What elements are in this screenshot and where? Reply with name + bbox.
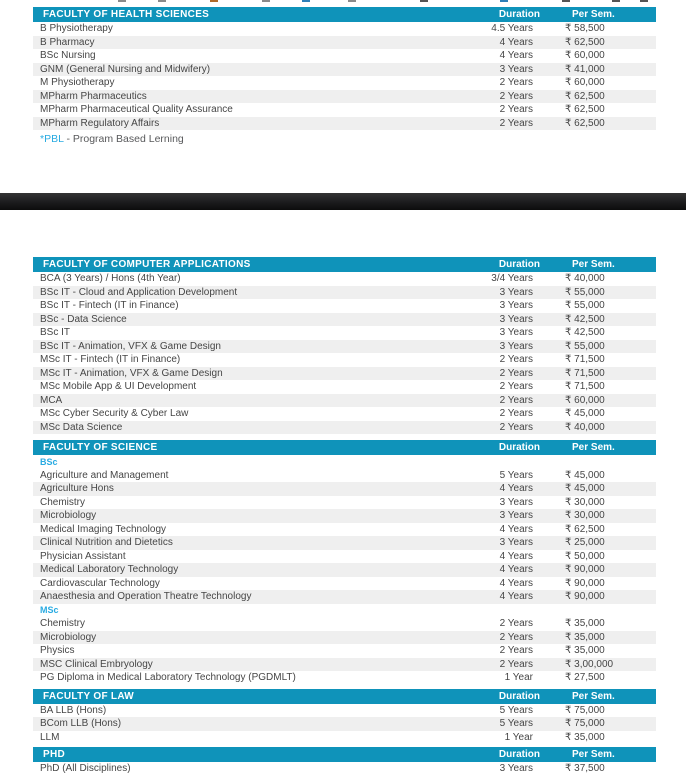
clipped-text-remnants <box>118 0 126 2</box>
program-row <box>33 658 656 672</box>
program-duration: 5 Years <box>499 469 533 481</box>
program-fee: ₹ 35,000 <box>565 618 605 629</box>
program-name: Chemistry <box>40 618 86 629</box>
program-duration: 4 Years <box>499 577 533 589</box>
program-row <box>33 671 656 685</box>
program-row <box>33 704 656 718</box>
program-name: LLM <box>40 731 60 743</box>
program-duration: 3 Years <box>499 313 533 325</box>
program-name: MSc Mobile App & UI Development <box>40 381 197 392</box>
section-slot-top <box>33 7 656 130</box>
program-fee: ₹ 27,500 <box>565 672 605 683</box>
program-duration: 4 Years <box>499 591 533 602</box>
faculty-section-header <box>33 689 656 704</box>
program-name: M Physiotherapy <box>40 77 115 88</box>
program-fee: ₹ 25,000 <box>565 537 605 548</box>
program-name: BCA (3 Years) / Hons (4th Year) <box>40 273 181 284</box>
faculty-section <box>33 7 656 130</box>
program-row <box>33 313 656 327</box>
program-fee: ₹ 42,500 <box>565 327 605 338</box>
program-fee: ₹ 45,000 <box>565 483 605 494</box>
program-row <box>33 76 656 90</box>
column-header-duration: Duration <box>498 690 540 702</box>
program-fee: ₹ 41,000 <box>565 63 605 75</box>
program-duration: 4 Years <box>499 36 533 48</box>
program-row <box>33 103 656 117</box>
program-name: BSc IT - Animation, VFX & Game Design <box>40 340 221 352</box>
program-duration: 3 Years <box>499 327 533 338</box>
program-row <box>33 380 656 394</box>
program-fee: ₹ 55,000 <box>565 340 605 352</box>
program-fee: ₹ 62,500 <box>565 117 605 129</box>
program-name: Agriculture Hons <box>40 483 114 494</box>
faculty-title: FACULTY OF HEALTH SCIENCES <box>43 9 210 20</box>
program-fee: ₹ 35,000 <box>565 731 605 743</box>
program-duration: 4 Years <box>499 523 533 535</box>
program-duration: 4 Years <box>499 564 533 575</box>
pbl-note-prefix: *PBL <box>40 133 64 145</box>
program-fee: ₹ 55,000 <box>565 300 605 311</box>
program-duration: 2 Years <box>499 618 533 629</box>
program-fee: ₹ 40,000 <box>565 421 605 433</box>
program-duration: 3 Years <box>499 763 533 774</box>
program-fee: ₹ 45,000 <box>565 469 605 481</box>
program-duration: 2 Years <box>499 394 533 406</box>
program-row <box>33 536 656 550</box>
program-fee: ₹ 71,500 <box>565 354 605 365</box>
degree-subheading: BSc <box>33 455 656 469</box>
program-fee: ₹ 62,500 <box>565 523 605 535</box>
program-name: GNM (General Nursing and Midwifery) <box>40 63 211 75</box>
program-duration: 3 Years <box>499 63 533 75</box>
program-row <box>33 117 656 131</box>
program-row <box>33 299 656 313</box>
program-duration: 3 Years <box>499 300 533 311</box>
program-duration: 2 Years <box>499 104 533 115</box>
program-fee: ₹ 75,000 <box>565 704 605 716</box>
program-fee: ₹ 62,500 <box>565 104 605 115</box>
program-name: BSc IT - Cloud and Application Development <box>40 286 238 298</box>
program-name: MCA <box>40 394 63 406</box>
faculty-section-header <box>33 7 656 22</box>
program-duration: 2 Years <box>499 421 533 433</box>
program-name: PG Diploma in Medical Laboratory Technology (PGDMLT) <box>40 672 296 683</box>
faculty-section <box>33 689 656 745</box>
program-fee: ₹ 40,000 <box>565 273 605 284</box>
degree-subheading: MSc <box>33 604 656 618</box>
program-row <box>33 90 656 104</box>
program-fee: ₹ 55,000 <box>565 286 605 298</box>
column-header-per-sem: Per Sem. <box>572 9 615 20</box>
program-row <box>33 286 656 300</box>
program-row <box>33 631 656 645</box>
divider-band <box>0 193 686 210</box>
program-name: Chemistry <box>40 496 86 508</box>
program-fee: ₹ 62,500 <box>565 36 605 48</box>
program-duration: 2 Years <box>499 658 533 670</box>
program-row <box>33 272 656 286</box>
section-slot-bottom <box>33 257 656 776</box>
program-duration: 4.5 Years <box>491 23 533 34</box>
program-name: Physician Assistant <box>40 550 126 562</box>
program-name: BCom LLB (Hons) <box>40 718 122 729</box>
program-row <box>33 469 656 483</box>
column-header-duration: Duration <box>498 9 540 20</box>
program-duration: 3/4 Years <box>491 273 533 284</box>
program-row <box>33 496 656 510</box>
program-fee: ₹ 30,000 <box>565 510 605 521</box>
program-name: Anaesthesia and Operation Theatre Technology <box>40 591 252 602</box>
program-fee: ₹ 60,000 <box>565 50 605 61</box>
program-name: B Physiotherapy <box>40 23 113 34</box>
program-row <box>33 644 656 658</box>
program-row <box>33 340 656 354</box>
program-duration: 2 Years <box>499 90 533 102</box>
program-fee: ₹ 60,000 <box>565 394 605 406</box>
program-fee: ₹ 37,500 <box>565 763 605 774</box>
program-duration: 3 Years <box>499 286 533 298</box>
column-header-per-sem: Per Sem. <box>572 690 615 702</box>
program-name: MPharm Pharmaceutics <box>40 90 147 102</box>
faculty-section-header <box>33 747 656 762</box>
program-fee: ₹ 71,500 <box>565 367 605 379</box>
program-name: MSc Data Science <box>40 421 123 433</box>
program-row <box>33 617 656 631</box>
program-name: BA LLB (Hons) <box>40 704 107 716</box>
program-fee: ₹ 50,000 <box>565 550 605 562</box>
program-row <box>33 353 656 367</box>
program-row <box>33 509 656 523</box>
program-duration: 2 Years <box>499 77 533 88</box>
program-row <box>33 482 656 496</box>
program-fee: ₹ 30,000 <box>565 496 605 508</box>
program-name: Agriculture and Management <box>40 469 169 481</box>
faculty-title: FACULTY OF SCIENCE <box>43 442 158 453</box>
program-fee: ₹ 58,500 <box>565 23 605 34</box>
faculty-section <box>33 440 656 685</box>
faculty-title: FACULTY OF LAW <box>43 690 135 702</box>
program-duration: 2 Years <box>499 117 533 129</box>
program-duration: 2 Years <box>499 381 533 392</box>
program-row <box>33 63 656 77</box>
tables-top <box>33 0 656 146</box>
program-duration: 4 Years <box>499 550 533 562</box>
program-fee: ₹ 42,500 <box>565 313 605 325</box>
program-name: MSc IT - Fintech (IT in Finance) <box>40 354 181 365</box>
program-duration: 1 Year <box>504 672 533 683</box>
faculty-section <box>33 257 656 434</box>
program-name: BSc IT <box>40 327 71 338</box>
program-row <box>33 550 656 564</box>
program-duration: 2 Years <box>499 408 533 419</box>
program-row <box>33 421 656 435</box>
program-fee: ₹ 90,000 <box>565 577 605 589</box>
faculty-title: FACULTY OF COMPUTER APPLICATIONS <box>43 259 251 270</box>
program-row <box>33 563 656 577</box>
column-header-per-sem: Per Sem. <box>572 749 615 760</box>
column-header-duration: Duration <box>498 749 540 760</box>
program-duration: 3 Years <box>499 510 533 521</box>
program-name: Physics <box>40 645 75 656</box>
program-fee: ₹ 62,500 <box>565 90 605 102</box>
program-fee: ₹ 90,000 <box>565 591 605 602</box>
program-name: Medical Imaging Technology <box>40 523 167 535</box>
program-fee: ₹ 90,000 <box>565 564 605 575</box>
program-row <box>33 367 656 381</box>
program-fee: ₹ 60,000 <box>565 77 605 88</box>
program-name: MSC Clinical Embryology <box>40 658 153 670</box>
program-name: Clinical Nutrition and Dietetics <box>40 537 173 548</box>
program-name: Microbiology <box>40 631 97 643</box>
program-duration: 2 Years <box>499 367 533 379</box>
column-header-duration: Duration <box>498 442 540 453</box>
program-name: B Pharmacy <box>40 36 95 48</box>
column-header-per-sem: Per Sem. <box>572 442 615 453</box>
program-duration: 2 Years <box>499 645 533 656</box>
program-name: MPharm Pharmaceutical Quality Assurance <box>40 104 233 115</box>
program-name: MSc Cyber Security & Cyber Law <box>40 408 189 419</box>
program-fee: ₹ 35,000 <box>565 645 605 656</box>
program-row <box>33 326 656 340</box>
faculty-section <box>33 747 656 776</box>
program-name: MPharm Regulatory Affairs <box>40 117 160 129</box>
column-header-per-sem: Per Sem. <box>572 259 615 270</box>
program-name: BSc IT - Fintech (IT in Finance) <box>40 300 179 311</box>
tables-bottom <box>33 257 656 776</box>
program-name: PhD (All Disciplines) <box>40 763 131 774</box>
faculty-section-header <box>33 440 656 455</box>
program-name: Cardiovascular Technology <box>40 577 160 589</box>
program-row <box>33 590 656 604</box>
program-name: BSc Nursing <box>40 50 96 61</box>
program-row <box>33 49 656 63</box>
faculty-section-header <box>33 257 656 272</box>
program-row <box>33 523 656 537</box>
program-name: BSc - Data Science <box>40 313 127 325</box>
program-name: Medical Laboratory Technology <box>40 564 179 575</box>
program-duration: 5 Years <box>499 718 533 729</box>
program-fee: ₹ 45,000 <box>565 408 605 419</box>
program-row <box>33 407 656 421</box>
program-duration: 3 Years <box>499 496 533 508</box>
program-row <box>33 22 656 36</box>
program-duration: 4 Years <box>499 50 533 61</box>
program-duration: 3 Years <box>499 537 533 548</box>
program-duration: 2 Years <box>499 631 533 643</box>
program-fee: ₹ 71,500 <box>565 381 605 392</box>
faculty-title: PHD <box>43 749 66 760</box>
program-duration: 4 Years <box>499 483 533 494</box>
program-row <box>33 36 656 50</box>
program-row <box>33 731 656 745</box>
program-duration: 3 Years <box>499 340 533 352</box>
program-fee: ₹ 35,000 <box>565 631 605 643</box>
pbl-note-text: - Program Based Lerning <box>63 133 184 145</box>
program-duration: 1 Year <box>504 731 533 743</box>
program-name: Microbiology <box>40 510 97 521</box>
program-row <box>33 394 656 408</box>
program-row <box>33 717 656 731</box>
program-fee: ₹ 75,000 <box>565 718 605 729</box>
program-row <box>33 577 656 591</box>
program-fee: ₹ 3,00,000 <box>565 658 614 670</box>
column-header-duration: Duration <box>498 259 540 270</box>
program-name: MSc IT - Animation, VFX & Game Design <box>40 367 223 379</box>
pbl-note <box>33 132 656 146</box>
program-row <box>33 762 656 776</box>
program-duration: 2 Years <box>499 354 533 365</box>
program-duration: 5 Years <box>499 704 533 716</box>
